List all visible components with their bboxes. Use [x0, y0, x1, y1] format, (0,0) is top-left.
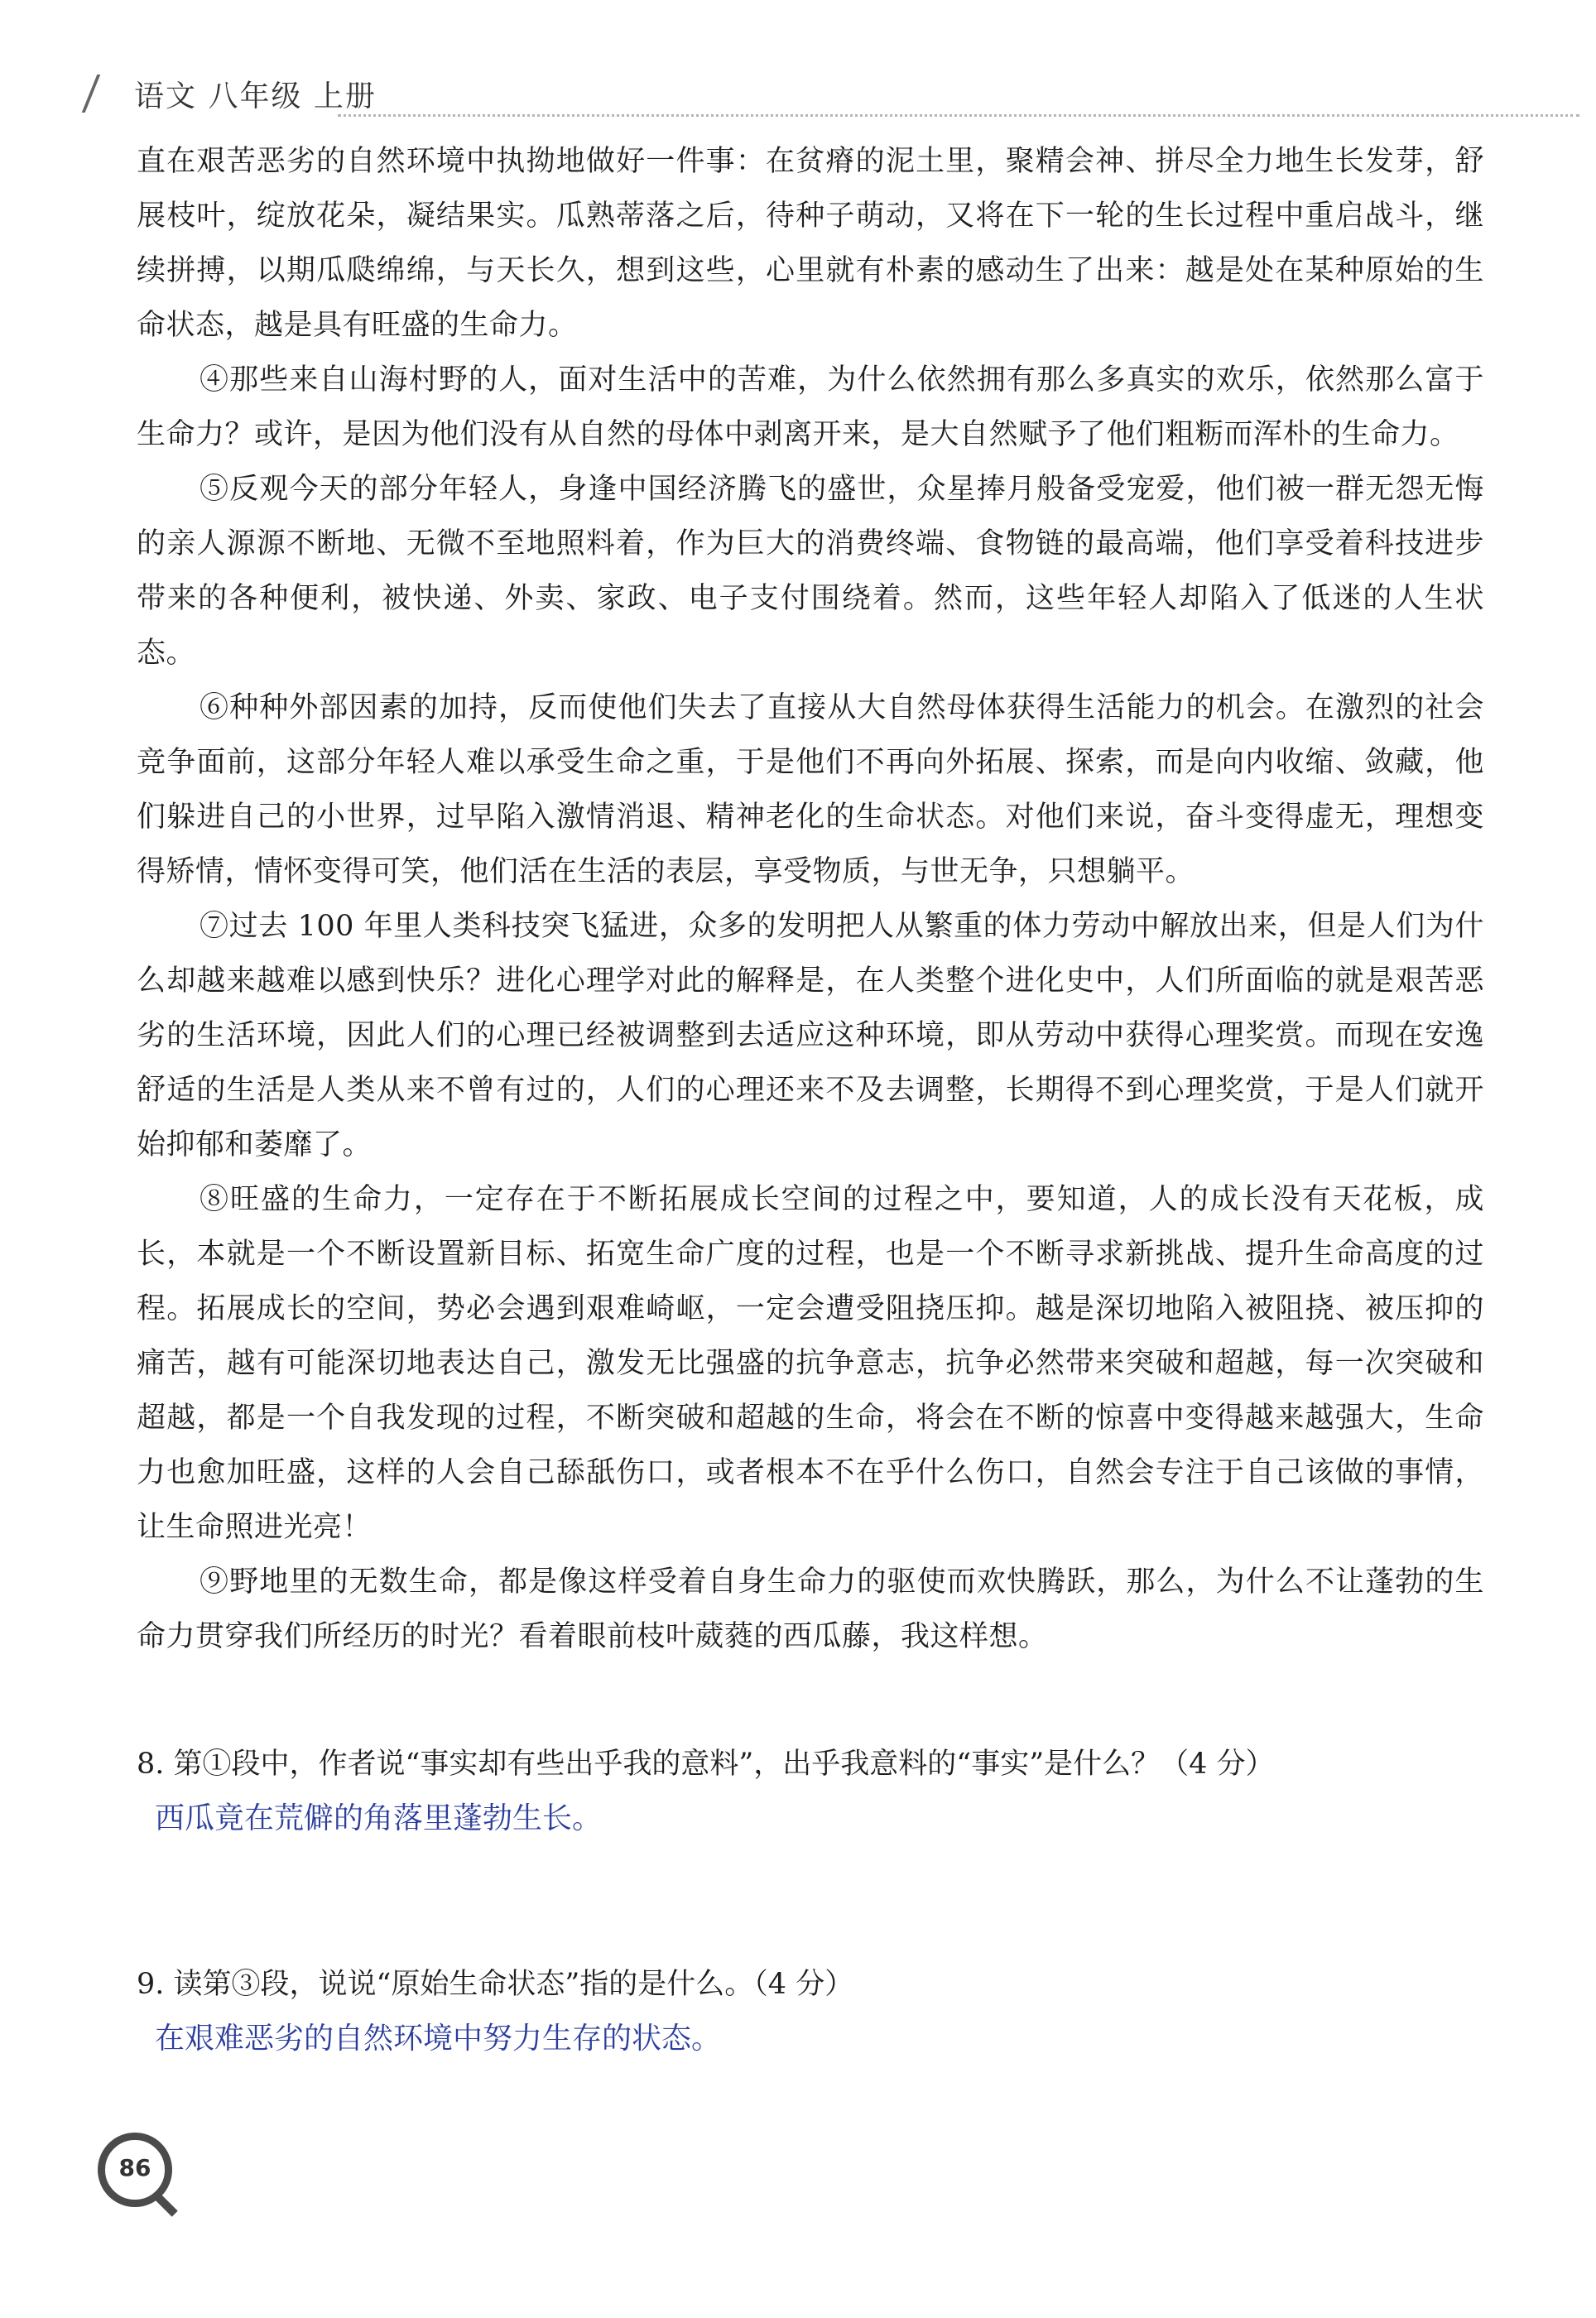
paragraph-4: ④那些来自山海村野的人，面对生活中的苦难，为什么依然拥有那么多真实的欢乐，依然那么富于生命力？或许，是因为他们没有从自然的母体中剥离开来，是大自然赋予了他们粗粝而浑朴的生命力。 — [137, 363, 1484, 451]
article-body — [137, 134, 1484, 1664]
paragraph-6: ⑥种种外部因素的加持，反而使他们失去了直接从大自然母体获得生活能力的机会。在激烈的社会竞争面前，这部分年轻人难以承受生命之重，于是他们不再向外拓展、探索，而是向内收缩、敛藏，他们躲进自己的小世界，过早陷入激情消退、精神老化的生命状态。对他们来说，奋斗变得虚无，理想变得矫情，情怀变得可笑，他们活在生活的表层，享受物质，与世无争，只想躺平。 — [137, 691, 1484, 888]
paragraph-5: ⑤反观今天的部分年轻人，身逢中国经济腾飞的盛世，众星捧月般备受宠爱，他们被一群无怨无悔的亲人源源不断地、无微不至地照料着，作为巨大的消费终端、食物链的最高端，他们享受着科技进步带来的各种便利，被快递、外卖、家政、电子支付围绕着。然而，这些年轻人却陷入了低迷的人生状态。 — [137, 473, 1484, 670]
question-8 — [137, 1737, 1484, 1846]
question-9 — [137, 1957, 1484, 2066]
header-divider — [338, 114, 1579, 117]
header-slash-icon — [82, 75, 101, 113]
paragraph-3-cont: 直在艰苦恶劣的自然环境中执拗地做好一件事：在贫瘠的泥土里，聚精会神、拼尽全力地生长发芽，舒展枝叶，绽放花朵，凝结果实。瓜熟蒂落之后，待种子萌动，又将在下一轮的生长过程中重启战斗，继续拼搏，以期瓜瓞绵绵，与天长久，想到这些，心里就有朴素的感动生了出来：越是处在某种原始的生命状态，越是具有旺盛的生命力。 — [137, 145, 1484, 342]
header-label: 语文 八年级 上册 — [134, 79, 377, 113]
question-text: 9. 读第③段，说说“原始生命状态”指的是什么。（4 分） — [137, 1968, 854, 2001]
handwritten-answer: 在艰难恶劣的自然环境中努力生存的状态。 — [155, 2022, 722, 2056]
page-header — [89, 70, 1546, 116]
handwritten-answer: 西瓜竟在荒僻的角落里蓬勃生长。 — [155, 1801, 603, 1835]
question-text: 8. 第①段中，作者说“事实却有些出乎我的意料”，出乎我意料的“事实”是什么？（4 分） — [137, 1748, 1275, 1781]
paragraph-8: ⑧旺盛的生命力，一定存在于不断拓展成长空间的过程之中，要知道，人的成长没有天花板，成长，本就是一个不断设置新目标、拓宽生命广度的过程，也是一个不断寻求新挑战、提升生命高度的过程。拓展成长的空间，势必会遇到艰难崎岖，一定会遭受阻挠压抑。越是深切地陷入被阻挠、被压抑的痛苦，越有可能深切地表达自己，激发无比强盛的抗争意志，抗争必然带来突破和超越，每一次突破和超越，都是一个自我发现的过程，不断突破和超越的生命，将会在不断的惊喜中变得越来越强大，生命力也愈加旺盛，这样的人会自己舔舐伤口，或者根本不在乎什么伤口，自然会专注于自己该做的事情，让生命照进光亮！ — [137, 1183, 1484, 1544]
magnifier-handle — [154, 2193, 177, 2216]
paragraph-9: ⑨野地里的无数生命，都是像这样受着自身生命力的驱使而欢快腾跃，那么，为什么不让蓬勃的生命力贯穿我们所经历的时光？看着眼前枝叶葳蕤的西瓜藤，我这样想。 — [137, 1565, 1484, 1653]
page-number: 86 — [118, 2154, 151, 2181]
paragraph-7: ⑦过去 100 年里人类科技突飞猛进，众多的发明把人从繁重的体力劳动中解放出来，但是人们为什么却越来越难以感到快乐？进化心理学对此的解释是，在人类整个进化史中，人们所面临的就是艰苦恶劣的生活环境，因此人们的心理已经被调整到去适应这种环境，即从劳动中获得心理奖赏。而现在安逸舒适的生活是人类从来不曾有过的，人们的心理还来不及去调整，长期得不到心理奖赏，于是人们就开始抑郁和萎靡了。 — [137, 910, 1484, 1161]
page-number-badge — [98, 2133, 177, 2212]
